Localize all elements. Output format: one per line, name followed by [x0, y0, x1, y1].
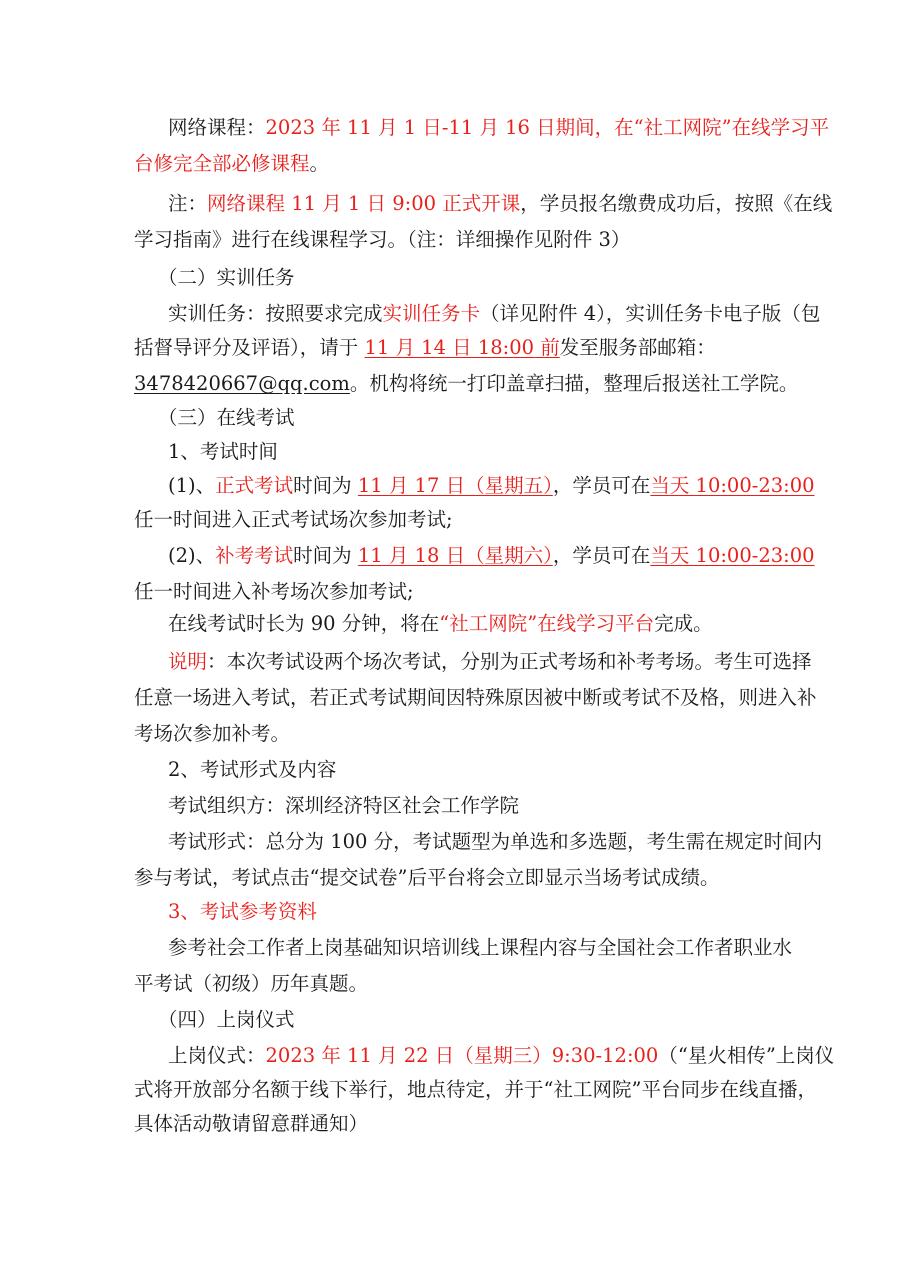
text-segment: ，学员可在	[552, 544, 651, 567]
text-segment: 补考考试	[215, 544, 294, 567]
text-segment: 注：	[168, 192, 208, 215]
text-line	[134, 716, 774, 752]
text-line	[168, 606, 808, 642]
text-segment: 考试组织方：深圳经济特区社会工作学院	[168, 794, 520, 817]
text-segment: ，学员可在	[552, 474, 651, 497]
text-line	[168, 788, 808, 824]
text-line	[134, 680, 817, 716]
text-line	[158, 1002, 798, 1038]
text-line	[134, 330, 774, 366]
text-segment: 实训任务：按照要求完成	[168, 302, 383, 325]
text-segment: （详见附件 4），实训任务卡电子版（包	[480, 302, 821, 325]
text-line	[134, 146, 774, 182]
text-segment: 在线考试时长为 90 分钟，将在	[168, 612, 440, 635]
text-segment: 1、考试时间	[168, 440, 278, 463]
text-segment: 11 月 18 日（星期六）	[357, 544, 553, 567]
text-segment: 网络课程 11 月 1 日 9:00 正式开课	[207, 192, 521, 215]
text-segment: 学习指南》进行在线课程学习。（注：详细操作见附件 3）	[134, 228, 631, 251]
text-segment: 正式考试	[215, 474, 294, 497]
text-line	[168, 434, 808, 470]
text-segment: (2)、	[168, 544, 216, 567]
text-segment: 完成。	[654, 612, 713, 635]
text-line	[134, 1106, 774, 1142]
text-segment: 平考试（初级）历年真题。	[134, 972, 369, 995]
text-segment: ：本次考试设两个场次考试，分别为正式考场和补考考场。考生可选择	[207, 650, 812, 673]
text-line	[168, 110, 830, 146]
text-segment: 网络课程：	[168, 116, 266, 139]
text-line	[134, 222, 774, 258]
text-line	[168, 468, 815, 504]
text-line	[168, 296, 821, 332]
text-segment: 考试形式：总分为 100 分，考试题型为单选和多选题，考生需在规定时间内	[168, 830, 823, 853]
text-segment: (1)、	[168, 474, 216, 497]
text-segment: 当天 10:00-23:00	[650, 544, 815, 567]
text-segment: 11 月 14 日 18:00 前	[364, 336, 560, 359]
text-line	[134, 366, 799, 402]
text-segment: 时间为	[293, 474, 358, 497]
text-segment: 3、考试参考资料	[168, 900, 317, 923]
text-segment: 任意一场进入考试，若正式考试期间因特殊原因被中断或考试不及格，则进入补	[134, 686, 817, 709]
text-segment: 式将开放部分名额于线下举行，地点待定，并于“社工网院”平台同步在线直播，	[134, 1078, 817, 1101]
text-segment: 括督导评分及评语），请于	[134, 336, 365, 359]
text-segment: 说明	[168, 650, 208, 673]
text-segment: 3478420667@qq.com	[134, 372, 350, 395]
text-segment: 当天 10:00-23:00	[650, 474, 815, 497]
text-line	[168, 644, 812, 680]
text-segment: 台修完全部必修课程	[134, 152, 310, 175]
text-line	[168, 1038, 835, 1074]
text-segment: 。	[309, 152, 330, 175]
text-segment: 11 月 17 日（星期五）	[357, 474, 553, 497]
text-line	[158, 260, 798, 296]
text-line	[134, 1072, 817, 1108]
text-segment: 具体活动敬请留意群通知）	[134, 1112, 369, 1135]
text-segment: 任一时间进入正式考试场次参加考试;	[134, 508, 453, 531]
text-segment: 发至服务部邮箱：	[559, 336, 716, 359]
text-segment: （三）在线考试	[158, 406, 295, 429]
text-segment: 任一时间进入补考场次参加考试;	[134, 580, 414, 603]
text-segment: ，学员报名缴费成功后，按照《在线	[520, 192, 833, 215]
text-line	[134, 502, 774, 538]
text-line	[134, 860, 774, 896]
text-segment: 2023 年 11 月 1 日-11 月 16 日期间，在“社工网院”在线学习平	[265, 116, 830, 139]
text-segment: 时间为	[293, 544, 358, 567]
text-segment: （二）实训任务	[158, 266, 295, 289]
text-line	[168, 930, 808, 966]
text-line	[158, 400, 798, 436]
text-segment: 。机构将统一打印盖章扫描，整理后报送社工学院。	[349, 372, 799, 395]
text-segment: 参与考试，考试点击“提交试卷”后平台将会立即显示当场考试成绩。	[134, 866, 720, 889]
text-segment: （“星火相传”上岗仪	[658, 1044, 835, 1067]
text-segment: 参考社会工作者上岗基础知识培训线上课程内容与全国社会工作者职业水	[168, 936, 793, 959]
text-segment: 考场次参加补考。	[134, 722, 291, 745]
text-segment: 2023 年 11 月 22 日（星期三）9:30-12:00	[265, 1044, 659, 1067]
text-line	[168, 752, 808, 788]
text-segment: 实训任务卡	[382, 302, 481, 325]
text-segment: 2、考试形式及内容	[168, 758, 337, 781]
text-line	[134, 966, 774, 1002]
text-segment: “社工网院”在线学习平台	[439, 612, 655, 635]
text-segment: 上岗仪式：	[168, 1044, 266, 1067]
text-line	[168, 538, 815, 574]
text-line	[168, 186, 833, 222]
text-line	[168, 824, 823, 860]
text-line	[168, 894, 808, 930]
text-segment: （四）上岗仪式	[158, 1008, 295, 1031]
text-line	[134, 574, 774, 610]
